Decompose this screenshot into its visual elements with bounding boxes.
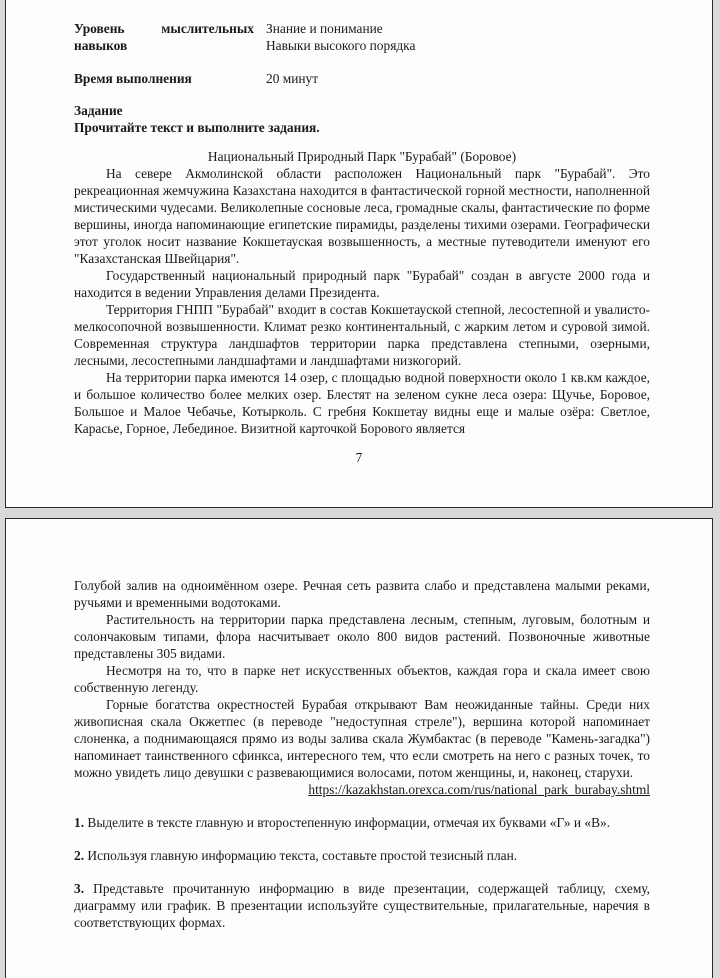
question-2-text: Используя главную информацию текста, составьте простой тезисный план. (87, 848, 518, 863)
paragraph-2: Государственный национальный природный парк "Бурабай" создан в августе 2000 года и находится в ведении Управления делами Президента. (74, 268, 650, 300)
question-1 (74, 814, 650, 831)
document-page-1 (5, 0, 713, 508)
question-3 (74, 880, 650, 931)
task-block (74, 102, 650, 136)
article-body-2 (74, 577, 650, 931)
time-label: Время выполнения (74, 71, 192, 86)
document-page-2 (5, 518, 713, 978)
question-2-number: 2. (74, 848, 85, 863)
skills-row (74, 20, 654, 54)
source-link[interactable]: https://kazakhstan.orexca.com/rus/national_park_burabay.shtml (308, 782, 650, 797)
article-title: Национальный Природный Парк "Бурабай" (Боровое) (207, 149, 517, 164)
paragraph-3: Территория ГНПП "Бурабай" входит в состав Кокшетауской степной, лесостепной и увалисто-мелкосопочной возвышенности. Климат резко континентальный, с жарким летом и суровой зимой. Современная структура ландшафтов территории парка представлена степными, озерными, лесными, лесостепными ландшафтами и ландшафтами низкогорий. (74, 302, 650, 368)
page-number: 7 (355, 450, 363, 465)
time-value: 20 минут (266, 71, 319, 86)
paragraph-8: Горные богатства окрестностей Бурабая открывают Вам неожиданные тайны. Среди них живописная скала Окжетпес (в переводе "недоступная стреле"), вершина которой напоминает слоненка, а поднимающаяся прямо из воды залива скала Жумбактас (в переводе "Камень-загадка") напоминает таинственного сфинкса, интересного тем, что если смотреть на него с разных точек, то можно увидеть лицо девушки с развевающимися волосами, потом женщины, и, наконец, старухи. (74, 697, 650, 780)
question-2 (74, 847, 650, 864)
skills-label: Уровень мыслительных навыков (74, 21, 254, 53)
question-3-text: Представьте прочитанную информацию в виде презентации, содержащей таблицу, схему, диаграмму или график. В презентации используйте существительные, прилагательные, наречия в соответствующих формах. (74, 881, 650, 930)
skills-value-2: Навыки высокого порядка (266, 38, 416, 53)
skills-value-1: Знание и понимание (266, 21, 383, 36)
article-body-1 (74, 148, 650, 437)
task-label: Задание (74, 103, 123, 118)
task-instruction: Прочитайте текст и выполните задания. (74, 120, 320, 135)
paragraph-6: Растительность на территории парка представлена лесным, степным, луговым, болотным и солончаковым типами, флора насчитывает около 800 видов растений. Позвоночные животные представлены 305 видами. (74, 612, 650, 661)
question-3-number: 3. (74, 881, 85, 896)
question-1-number: 1. (74, 815, 85, 830)
paragraph-7: Несмотря на то, что в парке нет искусственных объектов, каждая гора и скала имеет свою собственную легенду. (74, 663, 650, 695)
question-1-text: Выделите в тексте главную и второстепенную информации, отмечая их буквами «Г» и «В». (87, 815, 611, 830)
paragraph-4: На территории парка имеются 14 озер, с площадью водной поверхности около 1 кв.км каждое, и большое количество более мелких озер. Блестят на зеленом сукне леса озера: Щучье, Боровое, Большое и Малое Чебачье, Котырколь. С гребня Кокшетау видны еще и малые озёра: Светлое, Карасье, Горное, Лебединое. Визитной карточкой Борового является (74, 370, 650, 436)
paragraph-5: Голубой залив на одноимённом озере. Речная сеть развита слабо и представлена малыми реками, ручьями и временными водотоками. (74, 578, 650, 610)
paragraph-1: На севере Акмолинской области расположен Национальный парк "Бурабай". Это рекреационная жемчужина Казахстана находится в фантастической горной местности, наполненной мистическими чудесами. Великолепные сосновые леса, громадные скалы, фантастические по форме вершины, иногда напоминающие египетские пирамиды, разделены тихими озерами. Географически этот уголок носит название Кокшетауская возвышенность, а местные путеводители именуют его "Казахстанская Швейцария". (74, 166, 650, 266)
